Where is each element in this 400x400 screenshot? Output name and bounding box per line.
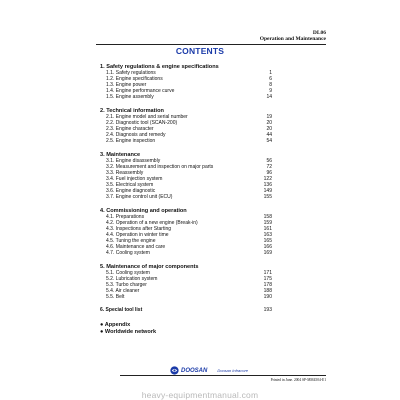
- toc-entry-label: 3.3. Reassembly: [106, 170, 144, 177]
- toc-entry-page: 155: [263, 193, 272, 200]
- toc-entry-label: 5.4. Air cleaner: [106, 287, 140, 294]
- toc-entry-page: 56: [266, 158, 272, 165]
- toc-entry-page: 169: [263, 249, 272, 256]
- brand-logo: [170, 366, 248, 375]
- toc-entry-page: 72: [266, 164, 272, 171]
- toc-section: [100, 152, 272, 200]
- toc-entry-page: 9: [269, 87, 272, 94]
- toc-entry-page: 54: [266, 137, 272, 144]
- toc-entry-label: 4.4. Operation in winter time: [106, 231, 169, 238]
- print-info: Printed in June. 2004 SP-MM4504-E1: [270, 378, 326, 382]
- toc-entry-label: 2.3. Engine character: [106, 125, 154, 132]
- toc-entry-page: 163: [263, 231, 272, 238]
- toc-entry-label: 1.1. Safety regulations: [106, 70, 156, 76]
- toc-entry-page: 8: [269, 81, 272, 88]
- toc-entry-page: 20: [266, 125, 272, 132]
- toc-entry-page: 96: [266, 170, 272, 177]
- toc-entry-label: 4.2. Operation of a new engine (Break-in): [106, 220, 198, 227]
- toc-entry-label: 5.2. Lubrication system: [106, 276, 158, 283]
- toc-entry-page: 6: [269, 75, 272, 82]
- section-title[interactable]: [100, 308, 272, 314]
- toc-entry-page: 1: [269, 70, 272, 76]
- toc-entry-page: 158: [263, 214, 272, 221]
- toc-entry-page: 190: [263, 293, 272, 300]
- header-divider: [96, 44, 326, 45]
- toc-entry-page: 136: [263, 181, 272, 188]
- footer-divider: [120, 375, 326, 376]
- toc-entry-page: 159: [263, 220, 272, 227]
- toc-section: [100, 108, 272, 145]
- toc-entry-label: 5.1. Cooling system: [106, 270, 150, 277]
- toc-entry-page: 178: [263, 281, 272, 288]
- section-title-label: 5. Maintenance of major components: [100, 264, 199, 271]
- section-title-label: 6. Special tool list: [100, 307, 143, 314]
- toc-entry-label: 4.3. Inspections after Starting: [106, 226, 172, 232]
- section-title-label: 4. Commissioning and operation: [100, 208, 187, 215]
- toc-entry-label: 3.6. Engine diagnostic: [106, 187, 156, 194]
- doosan-logo-icon: [170, 366, 179, 375]
- toc-entry-label: 2.5. Engine inspection: [106, 137, 156, 144]
- appendix-item[interactable]: ● Appendix: [100, 321, 131, 328]
- toc-entry-page: 149: [263, 187, 272, 194]
- toc-entry-page: 122: [263, 175, 272, 182]
- toc-section: [100, 264, 272, 301]
- toc-entry-label: 1.4. Engine performance curve: [106, 87, 175, 94]
- toc-entry-label: 4.6. Maintenance and care: [106, 243, 166, 250]
- table-of-contents: [100, 64, 272, 335]
- toc-entry-page: 165: [263, 237, 272, 244]
- toc-entry-label: 1.5. Engine assembly: [106, 93, 154, 100]
- toc-entry-label: 4.7. Cooling system: [106, 249, 150, 256]
- brand-name: DOOSAN: [181, 367, 208, 374]
- document-header: [260, 30, 326, 42]
- appendix-list: [100, 322, 272, 336]
- section-title-label: 2. Technical information: [100, 108, 164, 115]
- toc-entry-label: 3.2. Measurement and inspection on major parts: [106, 164, 214, 171]
- toc-entry-page: 171: [263, 270, 272, 277]
- toc-entry-label: 3.4. Fuel injection system: [106, 175, 163, 182]
- toc-entry-page: 188: [263, 287, 272, 294]
- model-code: DL06: [312, 30, 326, 36]
- section-page-number: 193: [263, 307, 272, 314]
- toc-entry-page: 175: [263, 276, 272, 283]
- toc-entry-label: 1.2. Engine specifications: [106, 75, 163, 82]
- brand-tagline: Doosan Infracore: [217, 368, 249, 373]
- section-title-label: 3. Maintenance: [100, 152, 141, 159]
- toc-entry[interactable]: [100, 295, 272, 301]
- toc-entry-label: 3.5. Electrical system: [106, 181, 154, 188]
- toc-entry-page: 19: [266, 114, 272, 121]
- toc-entry[interactable]: [100, 139, 272, 145]
- toc-entry-page: 166: [263, 243, 272, 250]
- toc-entry-page: 44: [266, 131, 272, 138]
- toc-entry-page: 14: [266, 93, 272, 100]
- toc-section: [100, 64, 272, 101]
- toc-entry[interactable]: [100, 95, 272, 101]
- toc-entry-label: 2.2. Diagnostic tool (SCAN-200): [106, 120, 178, 127]
- toc-entry-label: 3.1. Engine disassembly: [106, 158, 161, 165]
- toc-entry-label: 4.5. Tuning the engine: [106, 237, 156, 244]
- toc-entry-page: 161: [263, 226, 272, 232]
- section-title-label: 1. Safety regulations & engine specifications: [100, 64, 219, 70]
- toc-entry-page: 20: [266, 120, 272, 127]
- toc-entry[interactable]: [100, 195, 272, 201]
- toc-entry-label: 3.7. Engine control unit (ECU): [106, 193, 173, 200]
- document-subtitle: Operation and Maintenance: [259, 36, 326, 42]
- toc-section: [100, 208, 272, 256]
- watermark: heavy-equipmentmanual.com: [141, 390, 259, 400]
- toc-entry[interactable]: [100, 251, 272, 257]
- toc-entry-label: 5.3. Turbo charger: [106, 281, 147, 288]
- toc-entry-label: 2.4. Diagnosis and remedy: [106, 131, 166, 138]
- toc-entry-label: 2.1. Engine model and serial number: [106, 114, 188, 121]
- toc-entry-label: 4.1. Preparations: [106, 214, 145, 221]
- toc-section: [100, 308, 272, 314]
- toc-entry-label: 1.3. Engine power: [106, 81, 147, 88]
- toc-entry-label: 5.5. Belt: [106, 293, 125, 300]
- appendix-item[interactable]: ● Worldwide network: [100, 328, 157, 335]
- page-title: CONTENTS: [175, 46, 225, 56]
